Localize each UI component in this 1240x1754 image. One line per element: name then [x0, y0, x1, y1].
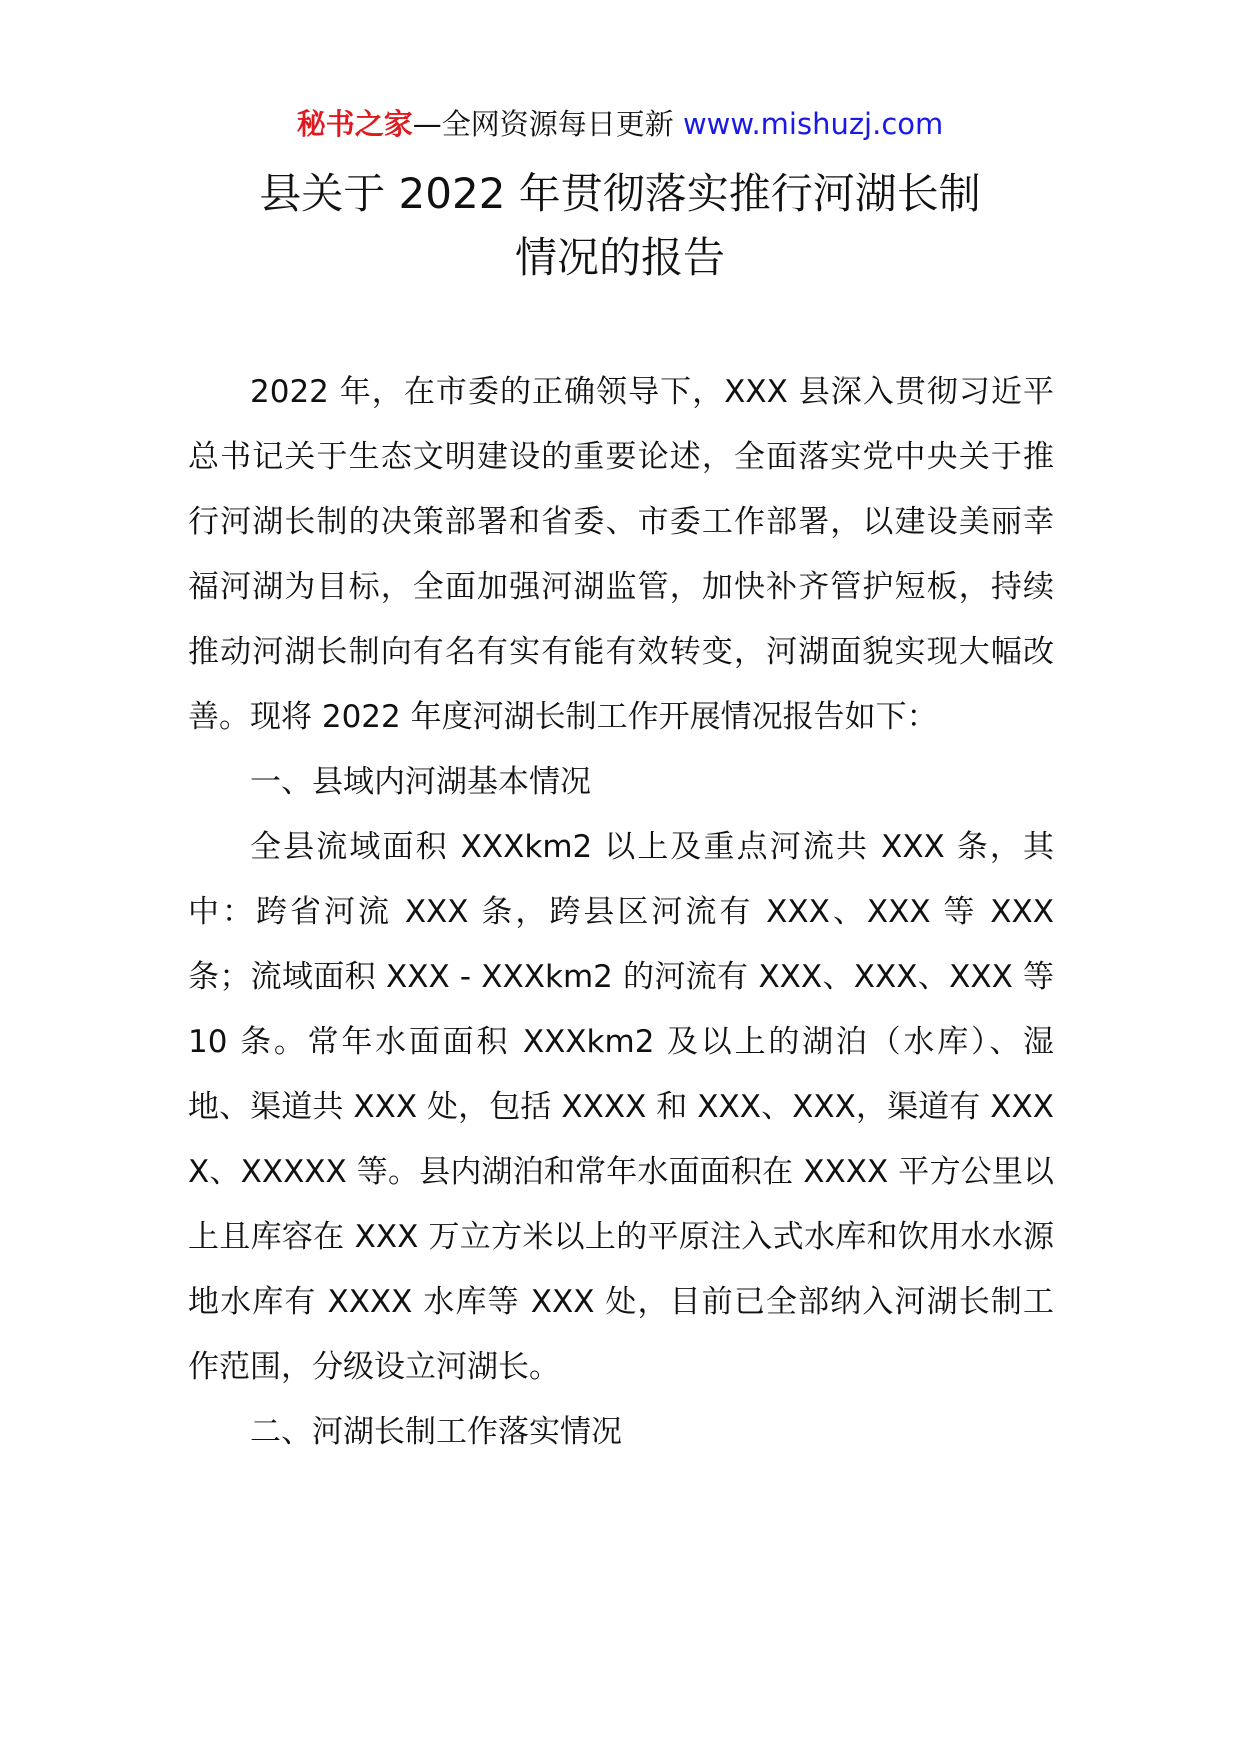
brand-name: 秘书之家: [296, 107, 413, 141]
header-banner: [0, 104, 1240, 144]
document-title-line-1: 县关于 2022 年贯彻落实推行河湖长制: [259, 169, 981, 218]
section-1-paragraph: 全县流域面积 XXXkm2 以上及重点河流共 XXX 条，其中：跨省河流 XXX 条，跨县区河流有 XXX、XXX 等 XXX 条；流域面积 XXX - XXXkm2 的河流有 XXX、XXX、XXX 等 10 条。常年水面面积 XXXkm2 及以上的湖泊（水库）、湿地、渠道共 XXX 处，包括 XXXX 和 XXX、XXX，渠道有 XXXX、XXXXX 等。县内湖泊和常年水面面积在 XXXX 平方公里以上且库容在 XXX 万立方米以上的平原注入式水库和饮用水水源地水库有 XXXX 水库等 XXX 处，目前已全部纳入河湖长制工作范围，分级设立河湖长。: [188, 829, 1054, 1385]
document-title-line-2: 情况的报告: [514, 233, 725, 282]
header-tagline: —全网资源每日更新: [412, 107, 683, 141]
section-heading-1: 一、县域内河湖基本情况: [250, 764, 591, 800]
section-heading-2: 二、河湖长制工作落实情况: [250, 1414, 622, 1450]
intro-paragraph: 2022 年，在市委的正确领导下，XXX 县深入贯彻习近平总书记关于生态文明建设的重要论述，全面落实党中央关于推行河湖长制的决策部署和省委、市委工作部署，以建设美丽幸福河湖为目标，全面加强河湖监管，加快补齐管护短板，持续推动河湖长制向有名有实有能有效转变，河湖面貌实现大幅改善。现将 2022 年度河湖长制工作开展情况报告如下：: [188, 374, 1054, 735]
site-url-link[interactable]: www.mishuzj.com: [682, 107, 944, 141]
document-body: [188, 360, 1054, 1465]
